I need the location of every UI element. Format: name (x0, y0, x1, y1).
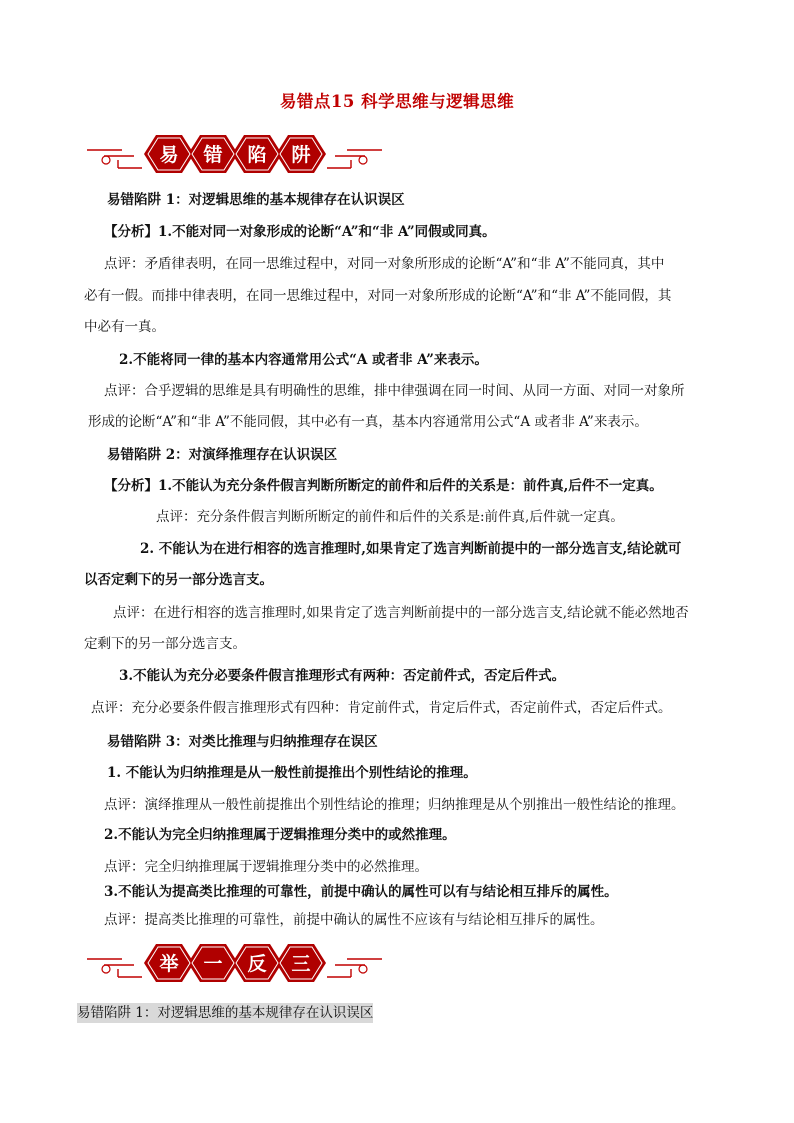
page-title: 易错点15 科学思维与逻辑思维 (279, 92, 515, 111)
banner-char: 反 (247, 953, 267, 975)
highlighted-section-label: 易错陷阱 1：对逻辑思维的基本规律存在认识误区 (77, 1005, 374, 1021)
comment-line: 点评：提高类比推理的可靠性，前提中确认的属性不应该有与结论相互排斥的属性。 (104, 912, 604, 928)
banner-ornament (82, 937, 387, 989)
comment-line: 定剩下的另一部分选言支。 (84, 636, 246, 652)
analysis-line: 以否定剩下的另一部分选言支。 (84, 572, 273, 588)
comment-line: 点评：在进行相容的选言推理时,如果肯定了选言判断前提中的一部分选言支,结论就不能必然地否 (113, 605, 689, 621)
analysis-line: 【分析】1.不能对同一对象形成的论断“A”和“非 A”同假或同真。 (104, 224, 496, 240)
comment-line: 点评：矛盾律表明，在同一思维过程中，对同一对象所形成的论断“A”和“非 A”不能同真，其中 (104, 256, 665, 272)
banner-ornament (82, 128, 387, 180)
comment-line: 必有一假。而排中律表明，在同一思维过程中，对同一对象所形成的论断“A”和“非 A”不能同假，其 (84, 288, 672, 304)
banner-char: 一 (203, 953, 223, 975)
comment-line: 点评：充分必要条件假言推理形式有四种：肯定前件式，肯定后件式，否定前件式，否定后件式。 (91, 700, 672, 716)
banner-char: 三 (291, 953, 311, 975)
analysis-line: 2. 不能认为在进行相容的选言推理时,如果肯定了选言判断前提中的一部分选言支,结论就可 (140, 541, 682, 557)
analysis-line: 2.不能认为完全归纳推理属于逻辑推理分类中的或然推理。 (104, 827, 456, 843)
banner-char: 错 (203, 144, 223, 166)
banner-yicuoxianjing (82, 128, 387, 184)
comment-line: 点评：合乎逻辑的思维是具有明确性的思维，排中律强调在同一时间、从同一方面、对同一对象所 (104, 383, 685, 399)
analysis-line: 【分析】1.不能认为充分条件假言判断所断定的前件和后件的关系是：前件真,后件不一定真。 (104, 478, 663, 494)
banner-char: 举 (159, 953, 179, 975)
banner-char: 易 (159, 144, 179, 166)
analysis-line: 2.不能将同一律的基本内容通常用公式“A 或者非 A”来表示。 (119, 352, 488, 368)
analysis-line: 3.不能认为提高类比推理的可靠性，前提中确认的属性可以有与结论相互排斥的属性。 (104, 884, 618, 900)
section-heading: 易错陷阱 1：对逻辑思维的基本规律存在认识误区 (107, 192, 405, 208)
comment-line: 中必有一真。 (84, 319, 165, 335)
banner-char: 阱 (291, 144, 311, 166)
comment-line: 点评：完全归纳推理属于逻辑推理分类中的必然推理。 (104, 859, 428, 875)
analysis-line: 3.不能认为充分必要条件假言推理形式有两种：否定前件式，否定后件式。 (119, 668, 566, 684)
analysis-line: 1. 不能认为归纳推理是从一般性前提推出个别性结论的推理。 (107, 765, 477, 781)
comment-line: 形成的论断“A”和“非 A”不能同假，其中必有一真，基本内容通常用公式“A 或者非 A”来表示。 (88, 414, 648, 430)
section-heading: 易错陷阱 3：对类比推理与归纳推理存在误区 (107, 734, 378, 750)
comment-line: 点评：充分条件假言判断所断定的前件和后件的关系是:前件真,后件就一定真。 (156, 509, 624, 525)
banner-char: 陷 (247, 144, 267, 166)
section-heading: 易错陷阱 2：对演绎推理存在认识误区 (107, 447, 338, 463)
comment-line: 点评：演绎推理从一般性前提推出个别性结论的推理；归纳推理是从个别推出一般性结论的推理。 (104, 797, 685, 813)
banner-juyifansan (82, 937, 387, 993)
